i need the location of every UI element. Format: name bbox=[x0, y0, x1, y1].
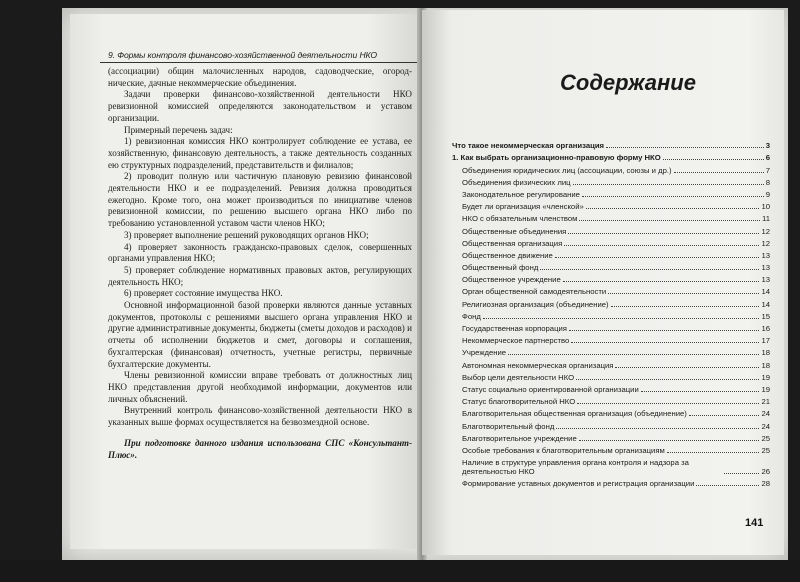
toc-entry-label: Благотворительное учреждение bbox=[462, 433, 577, 443]
toc-entry-page: 16 bbox=[761, 324, 770, 333]
paragraph: 2) проводит полную или частичную плановую ревизию финансовой деятельности НКО и ее подразделений. Ревизия должна проводиться ежегодно. Кроме того, она может производиться по инициативе членов ревизионной комиссии, по решению высшего органа НКО либо по требованию установленной уставом части членов НКО; bbox=[108, 171, 412, 229]
toc-entry bbox=[452, 175, 770, 187]
page-number: 141 bbox=[745, 517, 764, 529]
paragraph: Члены ревизионной комиссии вправе требовать от должностных лиц НКО представления другой необходимой информации, документов или личных объяснений. bbox=[108, 370, 412, 404]
toc-entry-label: Общественные объединения bbox=[462, 226, 567, 236]
toc-entry-label: Фонд bbox=[462, 311, 481, 321]
toc-leader-dots bbox=[556, 428, 759, 429]
toc-leader-dots bbox=[573, 184, 764, 185]
toc-entry-label: Формирование уставных документов и регистрация организации bbox=[462, 479, 695, 489]
toc-entry-label: Автономная некоммерческая организация bbox=[462, 360, 614, 370]
toc-entry bbox=[452, 431, 770, 443]
toc-entry-page: 7 bbox=[765, 165, 770, 175]
toc-entry bbox=[452, 418, 770, 430]
toc-leader-dots bbox=[663, 159, 764, 160]
toc-leader-dots bbox=[696, 485, 759, 486]
toc-entry bbox=[452, 248, 770, 260]
toc-entry-page: 26 bbox=[761, 466, 770, 476]
table-of-contents bbox=[452, 138, 770, 488]
toc-leader-dots bbox=[674, 172, 764, 173]
toc-leader-dots bbox=[571, 342, 759, 343]
toc-leader-dots bbox=[689, 415, 760, 416]
toc-entry bbox=[452, 345, 770, 357]
running-head: 9. Формы контроля финансово-хозяйственной деятельности НКО bbox=[108, 50, 377, 60]
toc-entry bbox=[452, 382, 770, 394]
toc-leader-dots bbox=[608, 293, 759, 294]
toc-entry-page: 9 bbox=[765, 189, 770, 199]
toc-entry-page: 6 bbox=[765, 153, 770, 163]
toc-entry bbox=[452, 272, 770, 284]
toc-entry bbox=[452, 321, 770, 333]
toc-entry bbox=[452, 199, 770, 211]
toc-entry bbox=[452, 260, 770, 272]
toc-entry-label: Благотворительная общественная организация (объединение) bbox=[462, 409, 687, 419]
toc-entry-page: 12 bbox=[761, 238, 770, 248]
toc-entry bbox=[452, 370, 770, 382]
toc-entry bbox=[452, 406, 770, 418]
toc-entry-label: Объединения юридических лиц (ассоциации, союзы и др.) bbox=[462, 165, 672, 175]
toc-leader-dots bbox=[615, 367, 759, 368]
header-rule bbox=[100, 62, 420, 63]
toc-entry-page: 13 bbox=[761, 250, 770, 260]
toc-entry-label: Статус благотворительной НКО bbox=[462, 397, 576, 407]
toc-entry-page: 13 bbox=[761, 275, 770, 285]
toc-leader-dots bbox=[611, 306, 760, 307]
toc-entry bbox=[452, 476, 770, 488]
toc-entry bbox=[452, 236, 770, 248]
toc-entry bbox=[452, 443, 770, 455]
toc-leader-dots bbox=[641, 391, 760, 392]
toc-entry-page: 13 bbox=[761, 263, 770, 273]
toc-entry-page: 24 bbox=[761, 421, 770, 431]
toc-entry-page: 18 bbox=[761, 348, 770, 358]
toc-leader-dots bbox=[483, 318, 760, 319]
toc-entry bbox=[452, 394, 770, 406]
toc-entry-page: 21 bbox=[761, 397, 770, 407]
toc-entry-label: Особые требования к благотворительным организациям bbox=[462, 445, 665, 455]
toc-entry-label: Объединения физических лиц bbox=[462, 177, 571, 187]
toc-leader-dots bbox=[724, 473, 759, 474]
left-page bbox=[70, 14, 420, 549]
toc-entry-page: 3 bbox=[765, 141, 770, 151]
toc-entry-page: 15 bbox=[761, 311, 770, 321]
toc-entry-label: Общественное движение bbox=[462, 250, 553, 260]
body-text bbox=[108, 66, 412, 461]
toc-entry-page: 28 bbox=[761, 479, 770, 489]
toc-leader-dots bbox=[564, 245, 759, 246]
toc-leader-dots bbox=[568, 233, 759, 234]
toc-entry bbox=[452, 223, 770, 235]
toc-leader-dots bbox=[667, 452, 760, 453]
toc-entry-page: 19 bbox=[761, 372, 770, 382]
toc-leader-dots bbox=[555, 257, 760, 258]
toc-leader-dots bbox=[582, 196, 764, 197]
toc-entry-label: НКО с обязательным членством bbox=[462, 214, 578, 224]
toc-entry-page: 18 bbox=[761, 360, 770, 370]
toc-entry bbox=[452, 284, 770, 296]
toc-entry-label: Общественный фонд bbox=[462, 263, 539, 273]
toc-leader-dots bbox=[563, 281, 760, 282]
toc-entry-page: 11 bbox=[762, 214, 770, 224]
book-scan bbox=[62, 8, 788, 560]
toc-title: Содержание bbox=[560, 70, 696, 95]
paragraph: 6) проверяет состояние имущества НКО. bbox=[124, 288, 283, 299]
paragraph: 3) проверяет выполнение решений руководящих органов НКО; bbox=[124, 229, 369, 240]
toc-entry-label: 1. Как выбрать организационно-правовую форму НКО bbox=[452, 153, 661, 163]
toc-entry-page: 25 bbox=[761, 433, 770, 443]
toc-leader-dots bbox=[508, 354, 759, 355]
toc-leader-dots bbox=[569, 330, 759, 331]
toc-entry-label: Законодательное регулирование bbox=[462, 189, 580, 199]
toc-leader-dots bbox=[579, 440, 760, 441]
paragraph: Примерный перечень задач: bbox=[124, 124, 233, 135]
paragraph: 5) проверяет соблюдение нормативных правовых актов, регулирующих деятельность НКО; bbox=[108, 264, 412, 287]
paragraph: Задачи проверки финансово-хозяйственной деятельности НКО ревизионной комиссией определяются законодательством и уставом организации. bbox=[108, 89, 412, 123]
toc-leader-dots bbox=[579, 220, 760, 221]
right-page bbox=[422, 10, 784, 555]
source-note: При подготовке данного издания использована СПС «Консультант-Плюс». bbox=[108, 437, 412, 460]
toc-entry bbox=[452, 150, 770, 162]
toc-entry-page: 19 bbox=[761, 384, 770, 394]
toc-entry bbox=[452, 211, 770, 223]
paragraph: 1) ревизионная комиссия НКО контролирует соблюдение ее устава, ее хозяйственную, финансовую деятельность, а также деятельность созданных ею структурных подразделений, представительств и филиалов; bbox=[108, 136, 412, 170]
toc-leader-dots bbox=[576, 379, 759, 380]
toc-entry-label: Некоммерческое партнерство bbox=[462, 336, 570, 346]
toc-entry bbox=[452, 138, 770, 150]
toc-entry bbox=[452, 309, 770, 321]
toc-entry-label: Общественная организация bbox=[462, 238, 563, 248]
toc-entry-label: Выбор цели деятельности НКО bbox=[462, 372, 575, 382]
toc-entry bbox=[452, 357, 770, 369]
paragraph: Внутренний контроль финансово-хозяйственной деятельности НКО в указанных выше формах осуществляется на безвозмездной основе. bbox=[108, 405, 412, 428]
toc-entry bbox=[452, 187, 770, 199]
toc-entry-label: Статус социально ориентированной организации bbox=[462, 384, 639, 394]
toc-entry-page: 17 bbox=[761, 336, 770, 346]
toc-leader-dots bbox=[586, 208, 760, 209]
toc-entry bbox=[452, 333, 770, 345]
toc-entry-label: Благотворительный фонд bbox=[462, 421, 555, 431]
toc-entry bbox=[452, 296, 770, 308]
paragraph: (ассоциации) общин малочисленных народов, садоводческие, огород-нические, дачные некоммерческие объединения. bbox=[108, 66, 412, 88]
toc-entry-label: Орган общественной самодеятельности bbox=[462, 287, 607, 297]
toc-entry-page: 24 bbox=[761, 409, 770, 419]
toc-entry bbox=[452, 162, 770, 174]
toc-leader-dots bbox=[577, 403, 759, 404]
paragraph: Основной информационной базой проверки являются данные уставных документов, протоколы с решениями высшего органа управления НКО и другие административные документы, бюджеты (сметы доходов и расходов) и отчеты об исполнении бюджетов и смет, договоры и соглашения, бухгалтерская (финансовая) отчетность, учетные регистры, первичные бухгалтерские документы. bbox=[108, 300, 412, 369]
toc-entry bbox=[452, 455, 770, 476]
toc-entry-page: 14 bbox=[761, 287, 770, 297]
toc-entry-page: 10 bbox=[761, 202, 770, 212]
toc-entry-label: Государственная корпорация bbox=[462, 324, 567, 333]
toc-entry-page: 14 bbox=[761, 299, 770, 309]
toc-entry-label: Учреждение bbox=[462, 348, 507, 358]
paragraph: 4) проверяет законность гражданско-правовых сделок, совершенных органами управления НКО; bbox=[108, 241, 412, 264]
toc-entry-page: 12 bbox=[761, 226, 770, 236]
toc-entry-page: 25 bbox=[761, 445, 770, 455]
toc-entry-label: Что такое некоммерческая организация bbox=[452, 141, 605, 151]
scan-background bbox=[0, 560, 800, 582]
toc-entry-label: Наличие в структуре управления органа контроля и надзора за деятельностью НКО bbox=[462, 457, 689, 476]
toc-entry-page: 8 bbox=[765, 177, 770, 187]
toc-leader-dots bbox=[606, 147, 764, 148]
toc-entry-label: Будет ли организация «членской» bbox=[462, 202, 584, 212]
toc-leader-dots bbox=[540, 269, 759, 270]
toc-entry-label: Религиозная организация (объединение) bbox=[462, 299, 609, 309]
toc-entry-label: Общественное учреждение bbox=[462, 275, 561, 285]
